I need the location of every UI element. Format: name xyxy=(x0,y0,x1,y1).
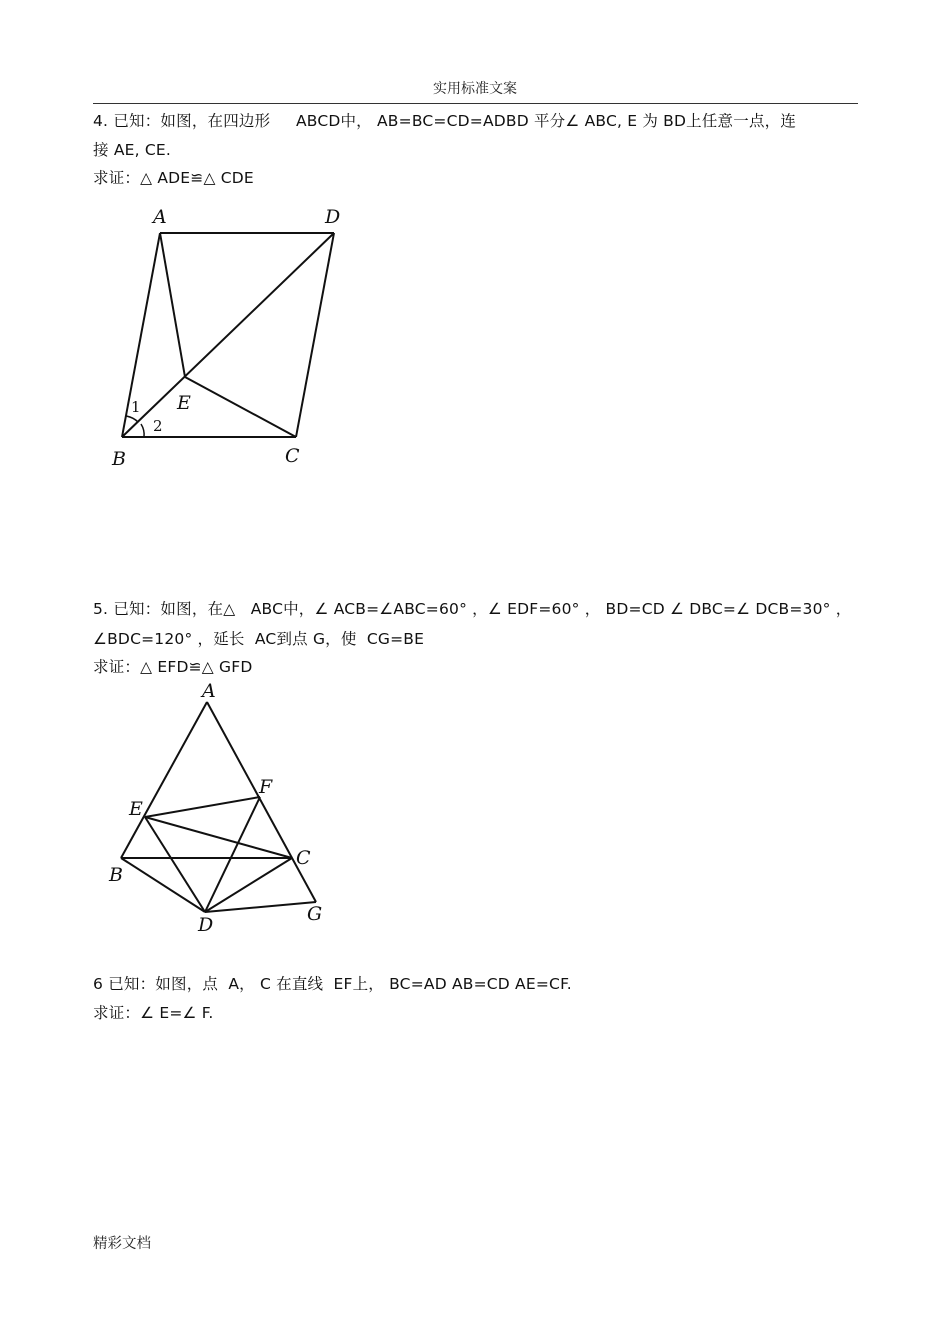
label-E: E xyxy=(177,392,191,414)
problem5-statement-line1: 5. 已知：如图，在△ ABC中，∠ ACB=∠ABC=60° ，∠ EDF=60° ， BD=CD ∠ DBC=∠ DCB=30° ， xyxy=(93,600,852,618)
segment-EF xyxy=(145,797,260,817)
angle-label-2: 2 xyxy=(153,417,163,435)
page-footer: 精彩文档 xyxy=(93,1236,151,1252)
segment-BD xyxy=(121,858,205,912)
problem5-statement-line2: ∠BDC=120° ，延长 AC到点 G，使 CG=BE xyxy=(93,630,425,648)
problem5-proof: 求证：△ EFD≌△ GFD xyxy=(93,658,253,676)
problem4-statement-line2: 接 AE, CE. xyxy=(93,141,172,159)
label-D: D xyxy=(198,914,214,936)
label-A: A xyxy=(153,206,167,228)
label-D: D xyxy=(325,206,341,228)
angle-label-1: 1 xyxy=(131,398,141,416)
label-G: G xyxy=(307,903,323,925)
label-E: E xyxy=(129,798,143,820)
label-F: F xyxy=(259,776,273,798)
problem4-statement-line1: 4. 已知：如图，在四边形 ABCD中， AB=BC=CD=ADBD 平分∠ ABC, E 为 BD上任意一点，连 xyxy=(93,112,797,130)
page-header: 实用标准文案 xyxy=(433,81,517,97)
segment-DG xyxy=(205,902,316,912)
label-B: B xyxy=(112,448,126,470)
label-A: A xyxy=(202,680,216,702)
label-C: C xyxy=(296,847,311,869)
problem6-proof: 求证：∠ E=∠ F. xyxy=(93,1004,214,1022)
segment-AB xyxy=(121,702,207,858)
problem6-statement-line1: 6 已知：如图，点 A， C 在直线 EF上， BC=AD AB=CD AE=CF. xyxy=(93,975,572,993)
problem4-proof: 求证：△ ADE≌△ CDE xyxy=(93,169,254,187)
label-C: C xyxy=(285,445,300,467)
label-B: B xyxy=(109,864,123,886)
